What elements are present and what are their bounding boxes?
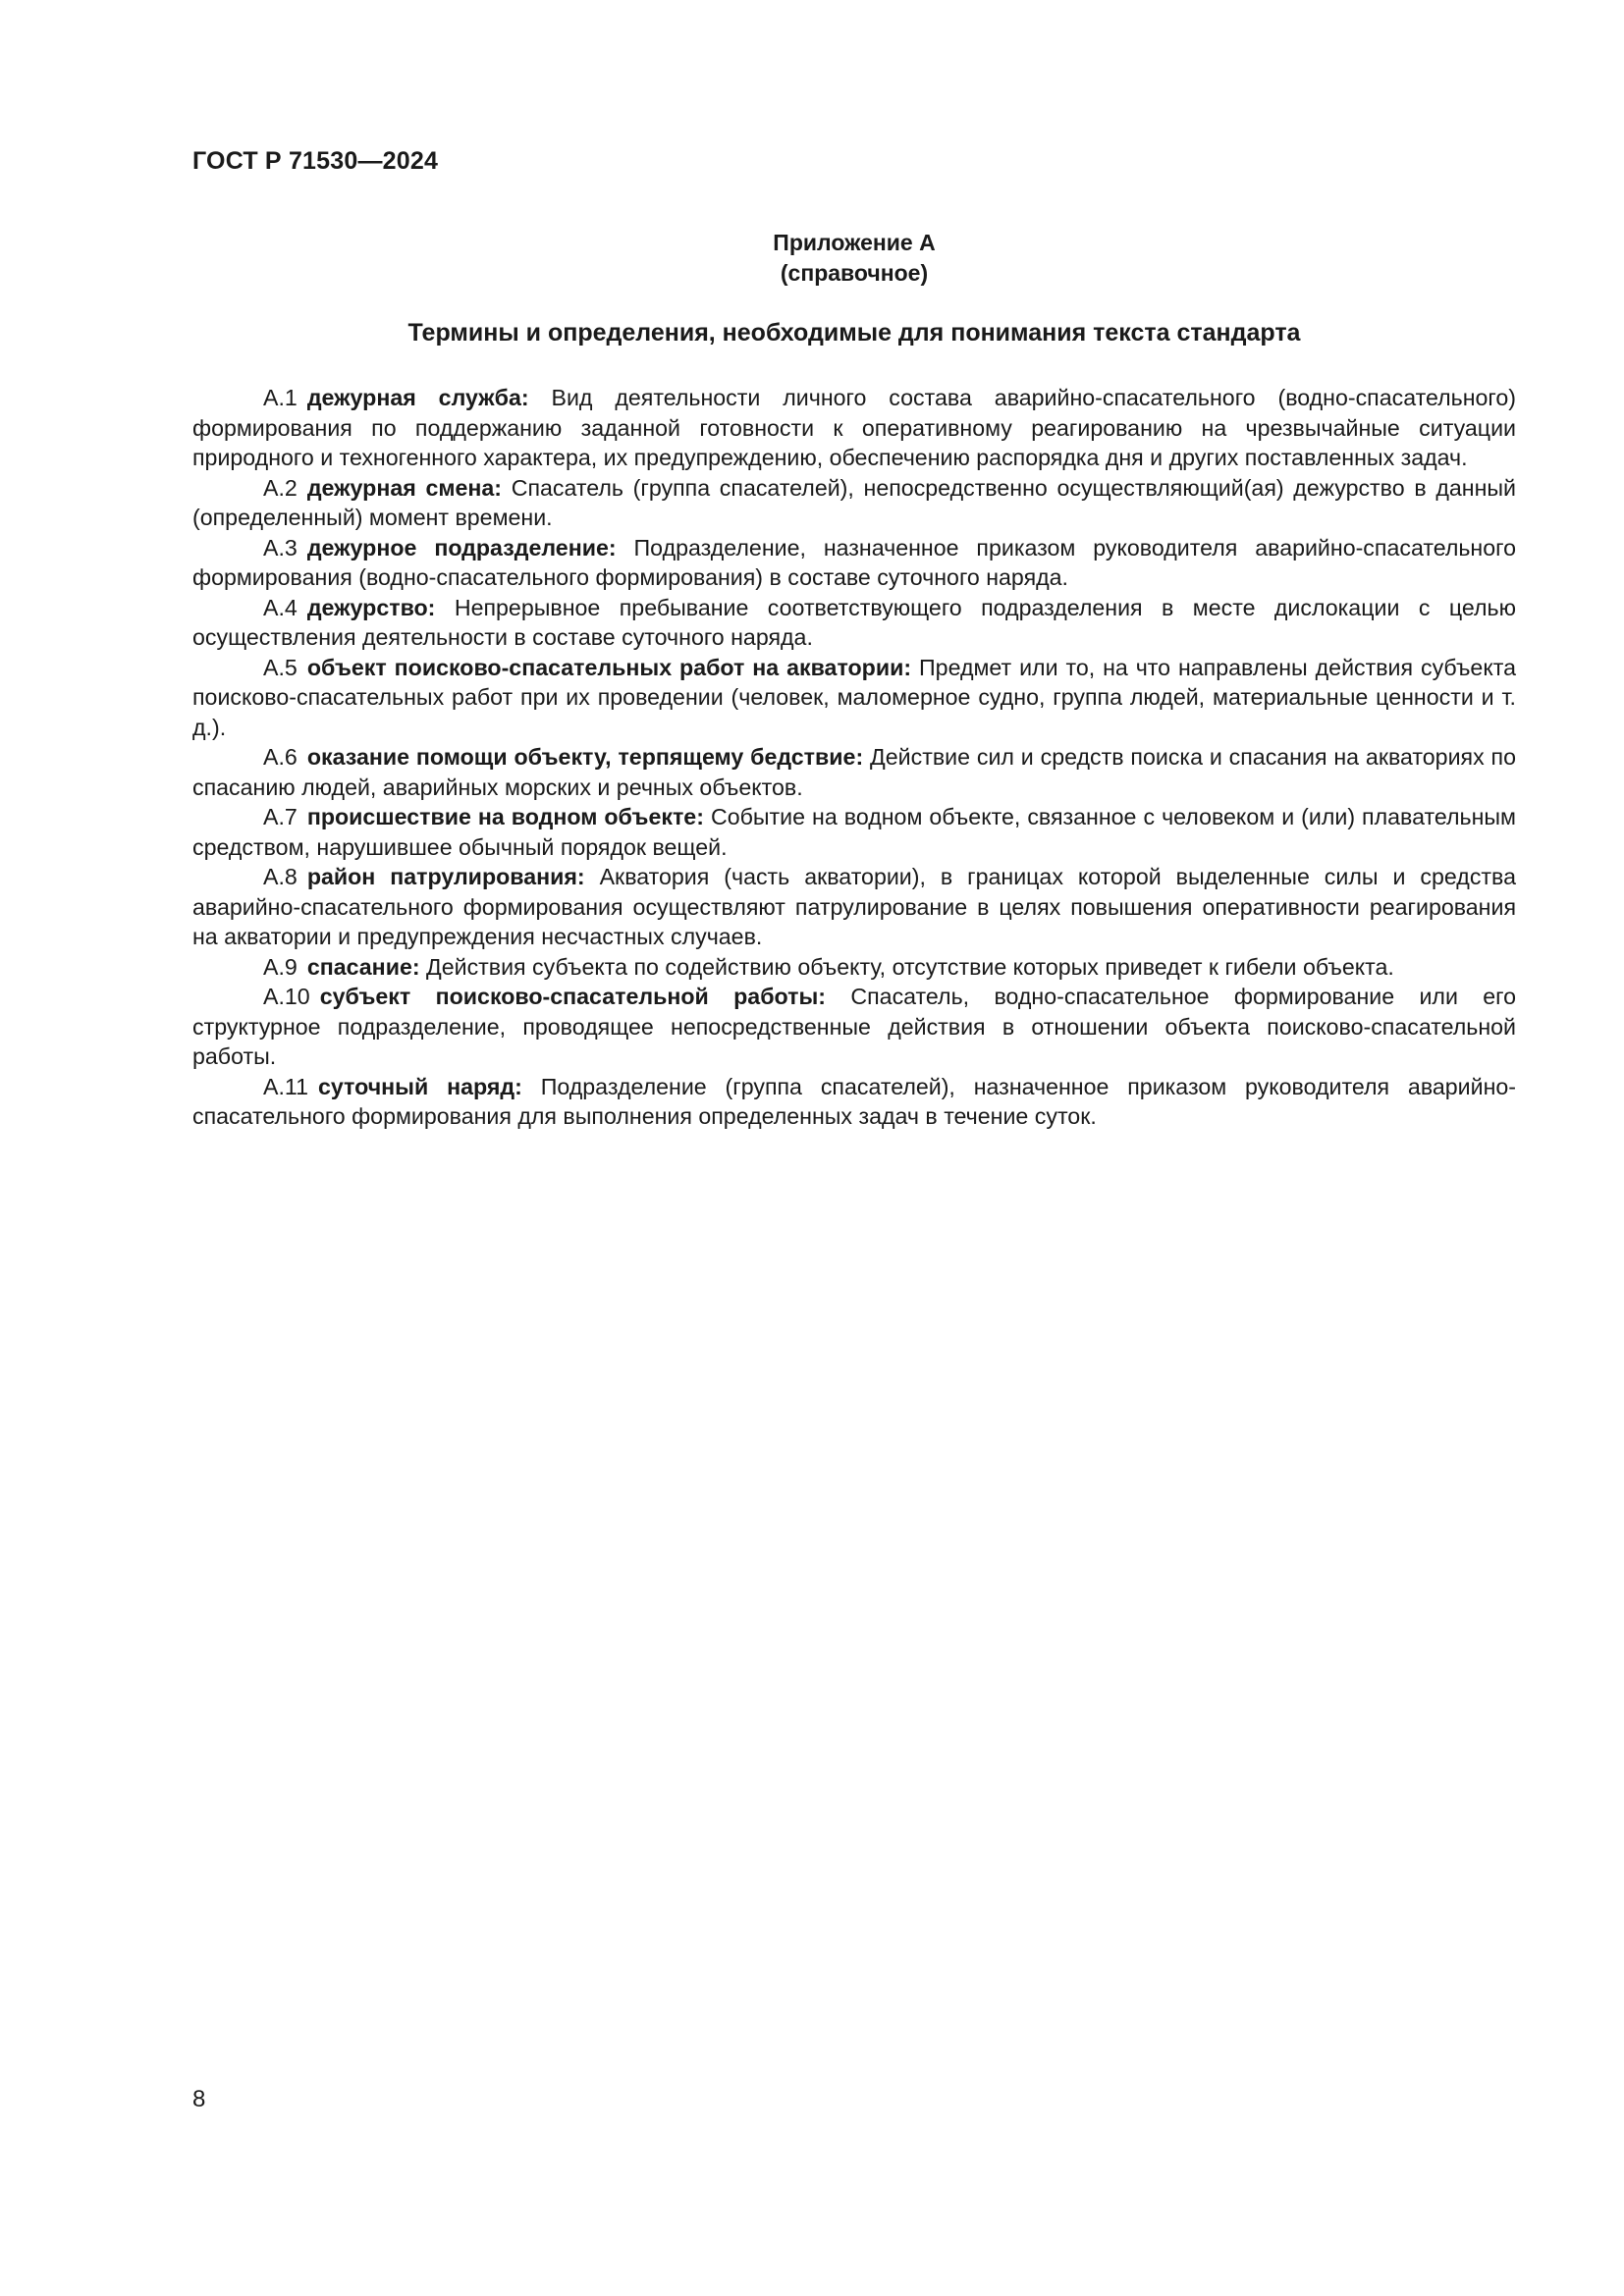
term-definition: Спасатель (группа спасателей), непосредственно осуществляющий(ая) дежурство в данный (определенный) момент времени.	[192, 474, 1516, 530]
term-item	[192, 952, 1516, 983]
term-item	[192, 533, 1516, 593]
term-definition: Спасатель, водно-спасательное формирование или его структурное подразделение, проводящее непосредственные действия в отношении объекта поисково-спасательной работы.	[192, 984, 1516, 1069]
term-name: дежурство:	[306, 594, 436, 620]
term-number: А.3	[263, 534, 298, 561]
document-code: ГОСТ Р 71530—2024	[192, 147, 439, 175]
section-title: Термины и определения, необходимые для понимания текста стандарта	[407, 319, 1301, 347]
term-item	[192, 653, 1516, 743]
term-name: район патрулирования:	[306, 864, 585, 889]
term-number: А.1	[263, 385, 298, 410]
term-number: А.4	[263, 594, 298, 620]
term-name: дежурная служба:	[306, 385, 529, 410]
term-name: суточный наряд:	[317, 1073, 522, 1099]
term-name: дежурное подразделение:	[306, 534, 617, 561]
term-number: А.10	[263, 984, 310, 1009]
term-definition: Подразделение (группа спасателей), назначенное приказом руководителя аварийно-спасательного формирования для выполнения определенных задач в течение суток.	[192, 1073, 1516, 1129]
term-definition: Действие сил и средств поиска и спасания на акваториях по спасанию людей, аварийных морских и речных объектов.	[192, 744, 1516, 800]
term-number: А.9	[263, 953, 298, 980]
term-item	[192, 742, 1516, 802]
term-definition: Подразделение, назначенное приказом руководителя аварийно-спасательного формирования (водно-спасательного формирования) в составе суточного наряда.	[192, 534, 1516, 590]
term-number: А.8	[263, 864, 298, 889]
term-number: А.2	[263, 474, 298, 501]
term-name: дежурная смена:	[306, 474, 503, 501]
term-definition: Акватория (часть акватории), в границах которой выделенные силы и средства аварийно-спасательного формирования осуществляют патрулирование в целях повышения оперативности реагирования на акватории и предупреждения несчастных случаев.	[192, 864, 1516, 949]
term-definition: Непрерывное пребывание соответствующего подразделения в месте дислокации с целью осуществления деятельности в составе суточного наряда.	[192, 594, 1516, 650]
term-number: А.6	[263, 744, 298, 770]
appendix-title: Приложение А	[773, 230, 936, 255]
term-name: спасание:	[306, 953, 420, 980]
term-definition: Вид деятельности личного состава аварийно-спасательного (водно-спасательного) формирования по поддержанию заданной готовности к оперативному реагированию на чрезвычайные ситуации природного и техногенного характера, их предупреждению, обеспечению распорядка дня и других поставленных задач.	[192, 385, 1516, 470]
term-name: происшествие на водном объекте:	[306, 804, 704, 829]
term-item	[192, 383, 1516, 473]
term-item	[192, 802, 1516, 862]
term-definition: Событие на водном объекте, связанное с человеком и (или) плавательным средством, нарушившее обычный порядок вещей.	[192, 804, 1516, 860]
term-number: А.11	[263, 1073, 308, 1099]
term-item	[192, 862, 1516, 952]
term-name: оказание помощи объекту, терпящему бедствие:	[306, 744, 864, 770]
term-name: объект поисково-спасательных работ на акватории:	[306, 654, 912, 680]
appendix-heading	[192, 228, 1516, 289]
page-number: 8	[192, 2086, 206, 2112]
term-item	[192, 593, 1516, 653]
term-name: субъект поисково-спасательной работы:	[319, 984, 826, 1009]
terms-list	[192, 383, 1516, 1132]
term-number: А.7	[263, 804, 298, 829]
term-item	[192, 473, 1516, 533]
term-definition: Предмет или то, на что направлены действия субъекта поисково-спасательных работ при их проведении (человек, маломерное судно, группа людей, материальные ценности и т. д.).	[192, 654, 1516, 740]
term-number: А.5	[263, 654, 298, 680]
term-item	[192, 1072, 1516, 1132]
appendix-note: (справочное)	[780, 260, 929, 286]
term-definition: Действия субъекта по содействию объекту, отсутствие которых приведет к гибели объекта.	[426, 953, 1394, 980]
term-item	[192, 982, 1516, 1072]
